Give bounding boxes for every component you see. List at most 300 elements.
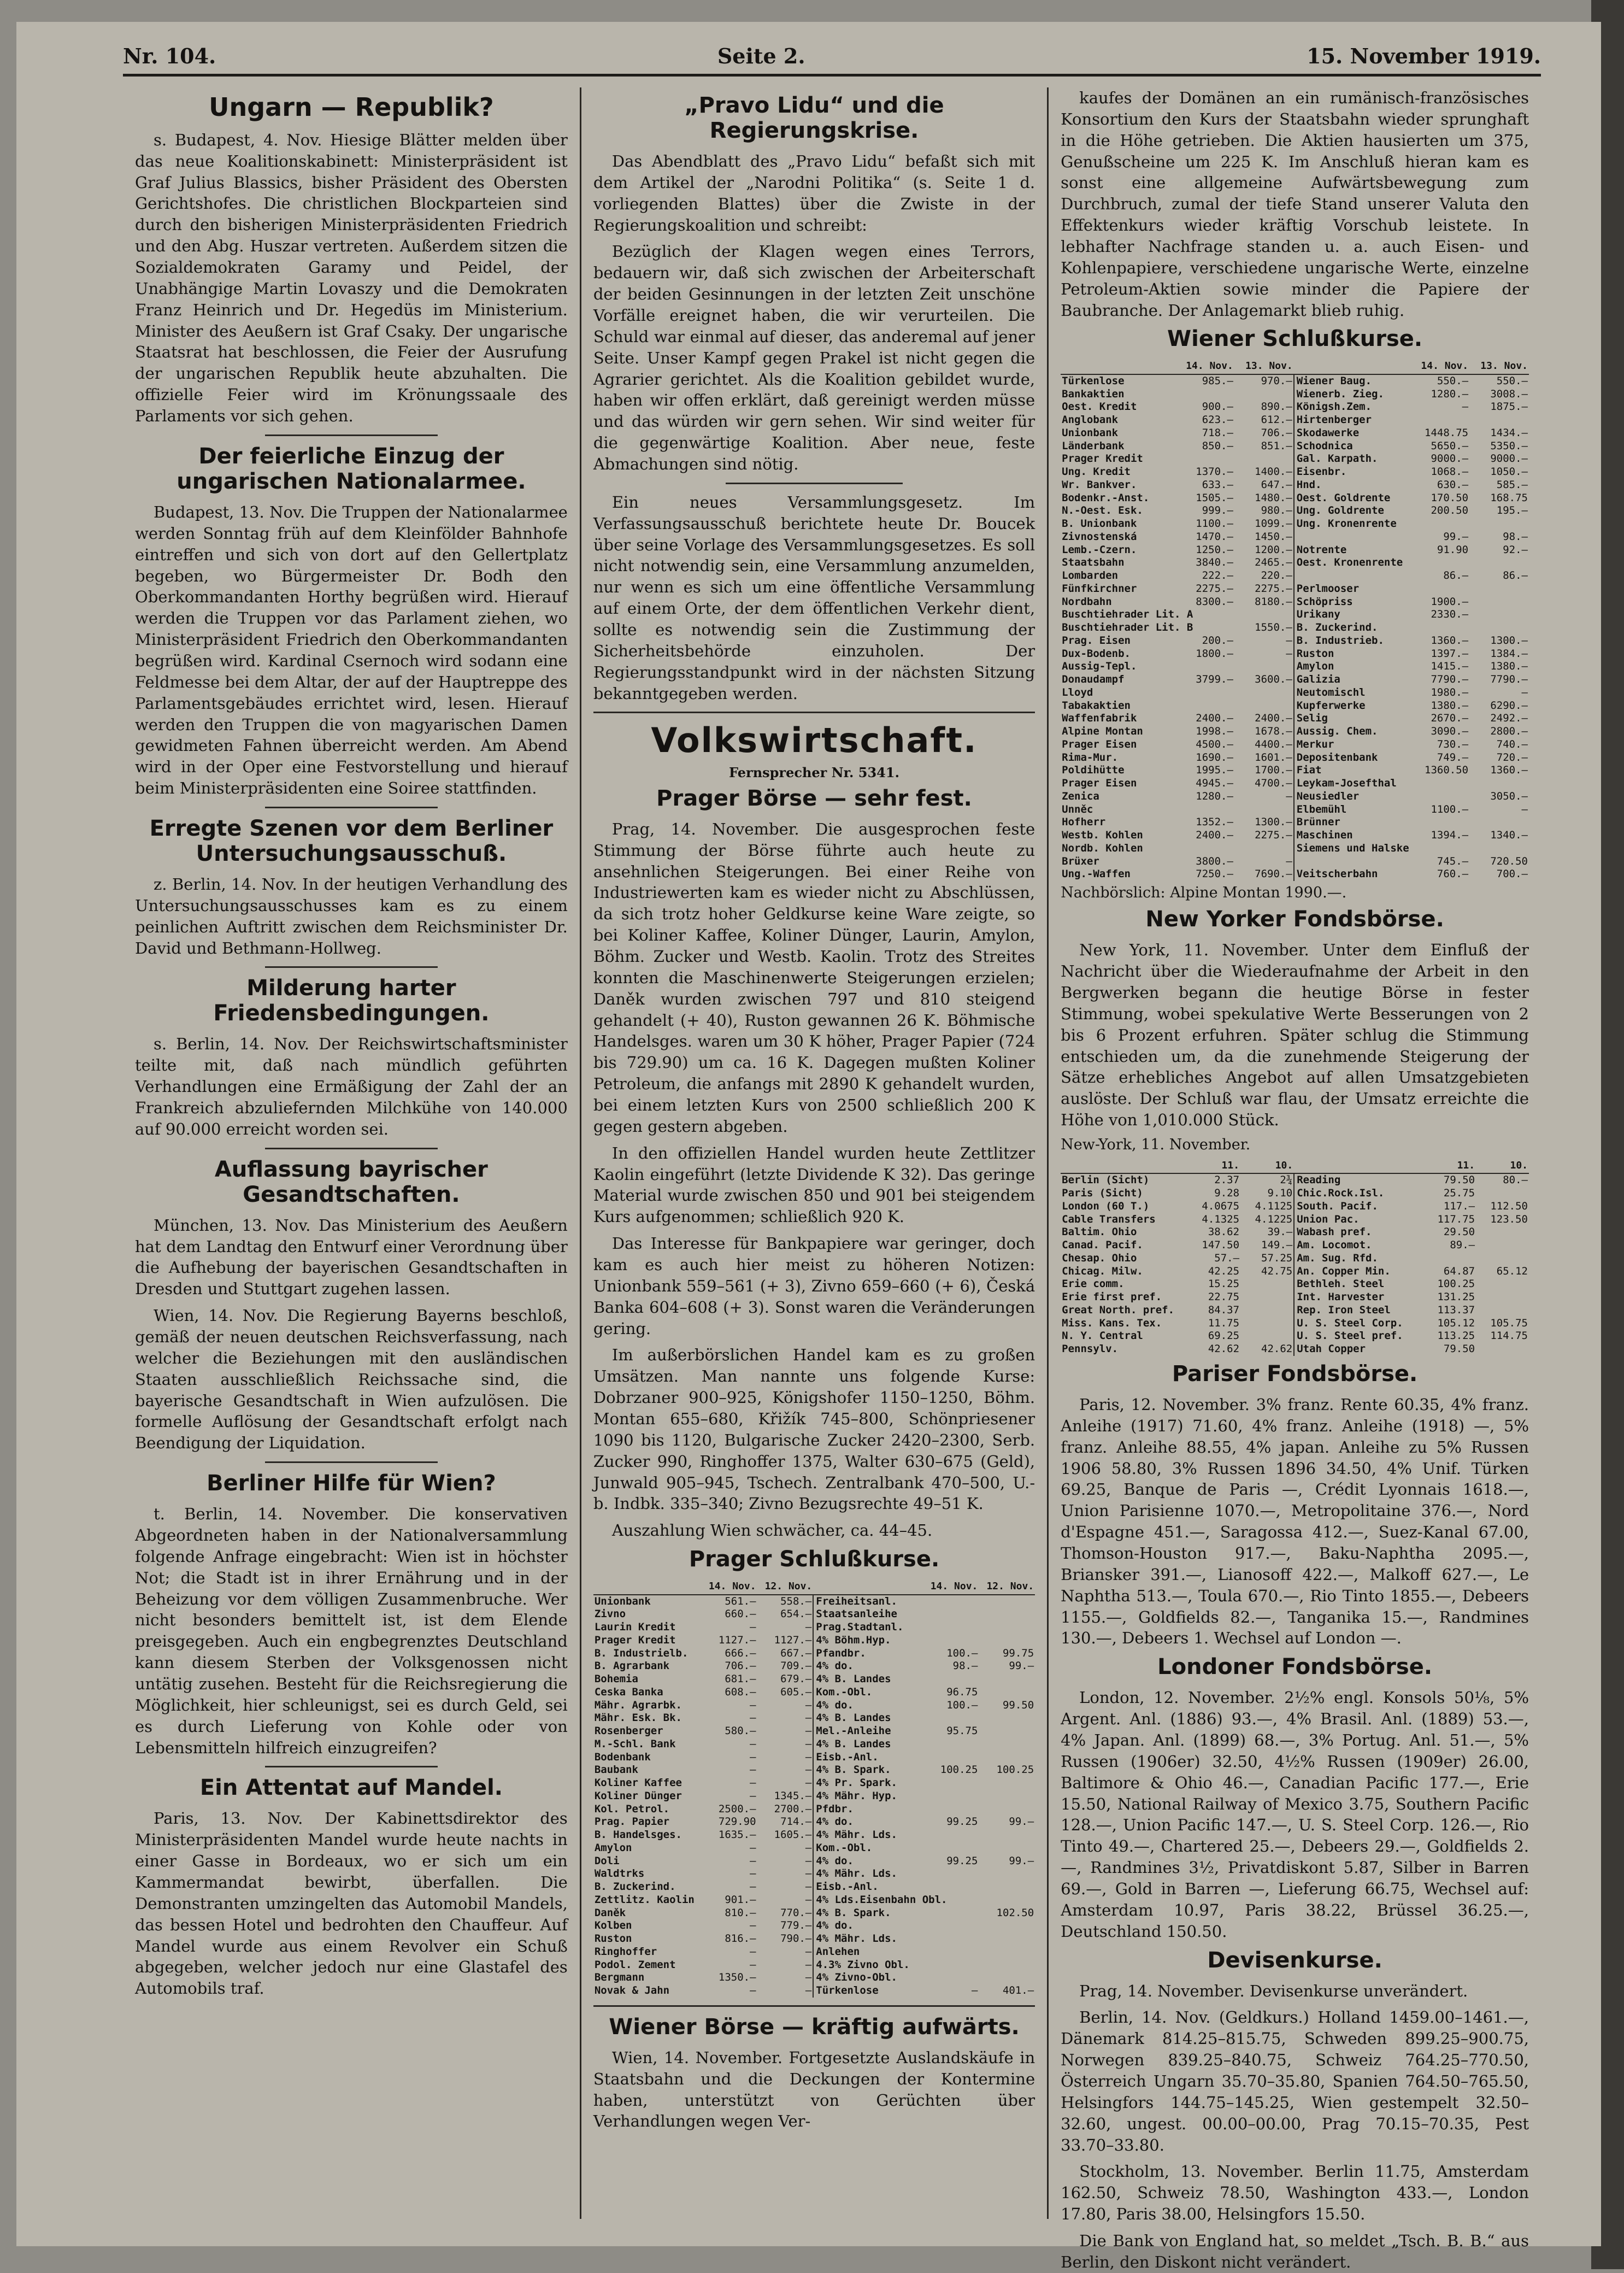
- table-row: [593, 1634, 1035, 1647]
- security-name: Prager Kredit: [594, 1634, 676, 1646]
- security-name: Laurin Kredit: [594, 1621, 676, 1634]
- issue-date: 15. November 1919.: [1307, 44, 1541, 68]
- security-name: Kolben: [594, 1919, 632, 1932]
- quote-value: 99.—: [1009, 1816, 1034, 1828]
- security-name: Bohemia: [594, 1673, 638, 1685]
- quote-value: 660.—: [725, 1608, 756, 1620]
- security-name: U. S. Steel pref.: [1294, 1330, 1423, 1343]
- quote-value: 220.—: [1261, 569, 1292, 582]
- security-name: Hnd.: [1294, 479, 1410, 492]
- quote-value: 2492.—: [1490, 712, 1528, 725]
- divider: [726, 483, 902, 484]
- quote-value: 401.—: [1002, 1984, 1034, 1997]
- quote-value: [1410, 842, 1469, 855]
- security-name: Ruston: [594, 1933, 632, 1945]
- quote-value: 7250.—: [1196, 868, 1233, 880]
- quote-value: 64.87: [1443, 1265, 1475, 1277]
- table-row: [593, 1881, 1035, 1894]
- quote-value: —: [750, 1945, 756, 1958]
- headline-friedensbedingungen: Milderung harter Friedensbedingungen.: [213, 976, 490, 1026]
- security-name: U. S. Steel Corp.: [1294, 1317, 1423, 1330]
- quote-value: 113.25: [1437, 1330, 1475, 1342]
- quote-value: [979, 1738, 1035, 1751]
- quote-value: 100.25: [1437, 1278, 1475, 1290]
- security-name: 4% Mähr. Lds.: [813, 1829, 922, 1842]
- security-name: 4.3% Zivno Obl.: [813, 1959, 922, 1972]
- security-name: B. Unionbank: [1062, 518, 1137, 530]
- table-row: [1061, 518, 1529, 531]
- quote-value: [1476, 1291, 1529, 1304]
- quote-value: [1476, 1226, 1529, 1239]
- security-name: Selig: [1294, 712, 1410, 725]
- quote-value: [979, 1621, 1035, 1634]
- security-name: N. Y. Central: [1062, 1330, 1143, 1342]
- quote-value: 605.—: [780, 1685, 812, 1698]
- quote-value: —: [805, 1777, 812, 1789]
- table-row: [1061, 1343, 1529, 1356]
- section-phone: Fernsprecher Nr. 5341.: [729, 764, 899, 780]
- table-row: [1061, 531, 1529, 544]
- security-name: 4% do.: [813, 1919, 922, 1933]
- quote-value: 1352.—: [1196, 816, 1233, 829]
- quote-value: 57.—: [1214, 1252, 1240, 1264]
- quote-value: 98.—: [1503, 530, 1528, 543]
- table-row: [593, 1725, 1035, 1738]
- quote-value: 1360.—: [1431, 634, 1469, 647]
- column-header: [813, 1579, 922, 1595]
- quote-value: 42.25: [1208, 1265, 1240, 1277]
- quote-value: 1400.—: [1255, 466, 1292, 478]
- security-name: Merkur: [1294, 738, 1410, 751]
- column-header: 12. Nov.: [757, 1579, 814, 1595]
- quote-value: 38.62: [1208, 1226, 1240, 1238]
- headline-paris: Pariser Fondsbörse.: [1172, 1361, 1418, 1387]
- quote-value: [1410, 621, 1469, 635]
- divider: [265, 1148, 438, 1149]
- table-row: [1061, 504, 1529, 518]
- quote-value: [1469, 816, 1529, 829]
- security-name: Pennsylv.: [1062, 1343, 1119, 1355]
- quote-value: [923, 1621, 979, 1634]
- security-name: Donaudampf: [1062, 673, 1125, 686]
- quote-value: 200.—: [1202, 634, 1233, 647]
- quote-value: —: [805, 1854, 812, 1867]
- quote-value: [979, 1919, 1035, 1933]
- article-wiener-boerse-continued: kaufes der Domänen an ein rumänisch-französisches Konsortium den Kurs der Staatsbahn wieder sprunghaft in die Höhe getrieben. Die Aktien hausierten um 375, Genußscheine um 225 K. Im Anschluß hieran kam es sonst eine allgemeine Aufwärtsbewegung zum Durchbruch, zumal der tiefe Stand unserer Valuta den Effektenkurs wieder kräftig Vorschub leistete. In lebhafter Nachfrage standen u. a. auch Eisen- und Kohlenpapiere, verschiedene ungarische Werte, einzelne Petroleum-Aktien sowie minder die Papiere der Baubranche. Der Anlagemarkt blieb ruhig.: [1061, 89, 1529, 320]
- quote-value: 3840.—: [1196, 556, 1233, 569]
- quote-value: [1175, 388, 1234, 401]
- table-row: [1061, 374, 1529, 388]
- security-name: Galizia: [1294, 673, 1410, 686]
- quote-value: 15.25: [1208, 1278, 1240, 1290]
- security-name: Oest. Kronenrente: [1294, 556, 1410, 569]
- security-name: Brüxer: [1062, 855, 1099, 867]
- quote-value: —: [805, 1971, 812, 1984]
- column-header: 14. Nov.: [1175, 359, 1234, 374]
- article-hilfe-wien: t. Berlin, 14. November. Die konservativen Abgeordneten haben in der Nationalversammlung folgende Anfrage eingebracht: Wien ist in höchster Not; die Stadt ist in ihrer Ernährung und in der Beheizung vor dem völligen Zusammenbruche. Wer nicht besonders bemittelt ist, ist dem Elende preisgegeben. Auch ein engbegrenztes Deutschland kann diesem Sterben der Volksgenossen nicht untätig zusehen. Besteht für die Reichsregierung die Möglichkeit, hier schleunigst, sei es durch Geld, sei es durch Lieferung von Kohle oder von Lebensmitteln hilfreich einzugreifen?: [135, 1505, 568, 1757]
- security-name: B. Industrielb.: [594, 1647, 689, 1659]
- column-header: 11.: [1423, 1159, 1476, 1174]
- table-row: [1061, 414, 1529, 427]
- quote-value: 65.12: [1496, 1265, 1528, 1277]
- table-row: [593, 1855, 1035, 1868]
- quote-value: [1469, 608, 1529, 621]
- quote-value: [1410, 816, 1469, 829]
- security-name: M.-Schl. Bank: [594, 1737, 676, 1750]
- quote-value: [1410, 556, 1469, 569]
- quote-value: 3799.—: [1196, 673, 1233, 686]
- table-row: [593, 1933, 1035, 1946]
- quote-value: [1240, 1304, 1294, 1317]
- security-name: Bergmann: [594, 1971, 645, 1984]
- security-name: 4% B. Landes: [813, 1712, 922, 1725]
- security-name: Freiheitsanl.: [813, 1595, 922, 1608]
- security-name: Kupferwerke: [1294, 700, 1410, 713]
- quote-value: 1900.—: [1431, 595, 1469, 608]
- security-name: 4% B. Landes: [813, 1738, 922, 1751]
- quote-value: [1476, 1187, 1529, 1200]
- article-new-york: New York, 11. November. Unter dem Einfluß der Nachricht über die Wiederaufnahme der Arbeit in den Bergwerken begann die heutige Börse in fester Stimmung, wobei spekulative Werte Besserungen von 2 bis 6 Prozent erfuhren. Später schlug die Stimmung entschieden um, da die zunehmende Steigerung der Sätze erhebliches Angebot auf allen Umsatzgebieten auslöste. Der Schluß war flau, der Umsatz erreichte die Höhe von 1,010.000 Stück.: [1061, 941, 1529, 1130]
- issue-number: Nr. 104.: [123, 44, 216, 68]
- headline-einzug: Der feierliche Einzug der ungarischen Nationalarmee.: [176, 443, 526, 494]
- security-name: Perlmooser: [1294, 583, 1410, 596]
- table-header-row: [1061, 1159, 1529, 1174]
- quote-value: 630.—: [1437, 478, 1469, 491]
- table-row: [1061, 1291, 1529, 1304]
- quote-value: [1469, 414, 1529, 427]
- security-name: Anglobank: [1062, 414, 1119, 426]
- quote-value: [1240, 1291, 1294, 1304]
- quote-value: —: [750, 1789, 756, 1802]
- quote-value: [979, 1894, 1035, 1907]
- table-row: [593, 1867, 1035, 1881]
- quote-value: [1175, 803, 1234, 817]
- security-name: Türkenlose: [813, 1984, 922, 1998]
- table-row: [593, 1777, 1035, 1790]
- article-prager-boerse-1: Prag, 14. November. Die ausgesprochen feste Stimmung der Börse führte auch heute zu ansehnlichen Steigerungen. Bei einer Reihe von Industriewerten kam es wieder nicht zu Abschlüssen, da sich trotz hoher Geldkurse keine Ware zeigte, so bei Koliner Kaffee, Koliner Dünger, Laurin, Amylon, Böhm. Zucker und Westb. Kaolin. Trotz des Streites konnten die Maschinenwerte Steigerungen erzielen; Daněk wurden zwischen 797 und 810 steigend gehandelt (+ 40), Ruston gewannen 26 K. Böhmische Handelsges. waren um 30 K höher, Prager Papier (724 bis 729.90) um ca. 16 K. Dagegen mußten Koliner Petroleum, die anfangs mit 2890 K gehandelt wurden, bei einem letzten Kurs von 2500 schließlich 200 K gegen gestern abgeben.: [593, 819, 1035, 1136]
- security-name: Chicag. Milw.: [1062, 1265, 1143, 1277]
- quote-value: [979, 1751, 1035, 1764]
- quote-value: 29.50: [1443, 1226, 1475, 1238]
- table-row: [593, 1686, 1035, 1699]
- security-name: Zivnostenská: [1062, 530, 1137, 543]
- security-name: Ung. Goldrente: [1294, 504, 1410, 518]
- security-name: Nordbahn: [1062, 595, 1112, 608]
- quote-value: 1100.—: [1196, 518, 1233, 530]
- quote-value: —: [805, 1958, 812, 1971]
- security-name: Erie comm.: [1062, 1278, 1125, 1290]
- security-name: Wr. Bankver.: [1062, 478, 1137, 491]
- quote-value: 195.—: [1496, 504, 1528, 517]
- quote-value: 200.50: [1431, 504, 1469, 517]
- quote-value: [1234, 686, 1294, 700]
- security-name: Ung. Kredit: [1062, 466, 1131, 478]
- security-name: Türkenlose: [1062, 374, 1125, 387]
- quote-value: 1370.—: [1196, 466, 1233, 478]
- quote-value: —: [750, 1854, 756, 1867]
- quote-value: 1100.—: [1431, 803, 1469, 815]
- quote-value: [979, 1971, 1035, 1984]
- quote-value: 1550.—: [1255, 621, 1292, 634]
- quote-value: 99.50: [1002, 1699, 1034, 1711]
- quote-value: —: [750, 1984, 756, 1997]
- quote-value: —: [805, 1725, 812, 1737]
- article-pravo-lidu-quote: Bezüglich der Klagen wegen eines Terrors, bedauern wir, daß sich zwischen der Arbeiterschaft der beiden Gesinnungen in der letzten Zeit unschöne Vorfälle ereignet haben, die wir verurteilen. Die Schuld war einmal auf dieser, das anderemal auf jener Seite. Unser Kampf gegen Prakel ist nicht gegen die Agrarier gerichtet. Als die Koalition gebildet wurde, haben wir offen erklärt, daß gereinigt werden müsse und das würden wir gern sehen. Wir sind weiter für die gegenwärtige Koalition. Aber neue, feste Abmachungen sind nötig.: [593, 242, 1035, 474]
- column-header: 13. Nov.: [1469, 359, 1529, 374]
- security-name: Dux-Bodenb.: [1062, 647, 1131, 660]
- quote-value: [1234, 660, 1294, 673]
- quote-value: 1300.—: [1490, 634, 1528, 647]
- security-name: Am. Sug. Rfd.: [1294, 1252, 1423, 1265]
- quote-value: —: [750, 1751, 756, 1763]
- security-name: Aussig-Tepl.: [1062, 660, 1137, 673]
- quote-value: 1995.—: [1196, 764, 1233, 777]
- quote-value: [923, 1867, 979, 1881]
- quote-value: 117.—: [1443, 1200, 1475, 1212]
- quote-value: 69.25: [1208, 1330, 1240, 1342]
- article-paris: Paris, 12. November. 3% franz. Rente 60.35, 4% franz. Anleihe (1917) 71.60, 4% franz. Anleihe (1918) —, 5% franz. Anleihe 88.55, 4% japan. Anleihe zu 5% Russen 1906 58.80, 3% Russen 1896 34.50, 4% Unif. Türken 69.25, Banque de Paris —, Crédit Lyonnais 1618.—, Union Parisienne 1070.—, Metropolitaine 376.—, Nord d'Espagne 451.—, Saragossa 412.—, Suez-Kanal 67.00, Thomson-Houston 917.—, Baku-Naphtha 2095.—, Briansker 391.—, Lianosoff 422.—, Malkoff 627.—, Le Naphtha 513.—, Toula 670.—, Rio Tinto 1855.—, Debeers 1155.—, Goldfields 82.—, Tanganika 15.—, Randmines 130.—, Debeers 1. Wechsel auf London —.: [1061, 1395, 1529, 1648]
- security-name: Elbemühl: [1294, 803, 1410, 817]
- quote-value: 9000.—: [1490, 453, 1528, 465]
- column-header: 12. Nov.: [979, 1579, 1035, 1595]
- quote-value: 4400.—: [1255, 738, 1292, 750]
- quote-value: 1340.—: [1490, 829, 1528, 842]
- security-name: B. Handelsges.: [594, 1829, 682, 1841]
- quote-value: 57.25: [1261, 1252, 1293, 1264]
- table-row: [1061, 686, 1529, 700]
- quote-value: 2275.—: [1255, 829, 1292, 842]
- quote-value: 608.—: [725, 1685, 756, 1698]
- quote-value: [1423, 1252, 1476, 1265]
- security-name: Waldtrks: [594, 1867, 645, 1880]
- security-name: Mähr. Esk. Bk.: [594, 1712, 682, 1724]
- quote-value: 980.—: [1261, 504, 1292, 517]
- security-name: 4% do.: [813, 1660, 922, 1673]
- security-name: Oest. Goldrente: [1294, 492, 1410, 505]
- security-name: Unněc: [1062, 803, 1093, 815]
- table-wiener-schlusskurse: [1061, 359, 1529, 881]
- quote-value: 1450.—: [1255, 530, 1292, 543]
- divider: [265, 1461, 438, 1463]
- quote-value: —: [805, 1621, 812, 1634]
- page-number: Seite 2.: [717, 44, 805, 68]
- quote-value: 1127.—: [774, 1634, 812, 1646]
- quote-value: 131.25: [1437, 1291, 1475, 1303]
- column-1: [123, 87, 580, 2219]
- quote-value: —: [750, 1958, 756, 1971]
- quote-value: —: [750, 1712, 756, 1724]
- security-name: Utah Copper: [1294, 1343, 1423, 1356]
- headline-new-york: New Yorker Fondsbörse.: [1145, 907, 1444, 932]
- security-name: Lloyd: [1062, 686, 1093, 698]
- table-row: [1061, 466, 1529, 479]
- quote-value: 3050.—: [1490, 790, 1528, 802]
- quote-value: [923, 1751, 979, 1764]
- article-wiener-boerse: Wien, 14. November. Fortgesetzte Auslandskäufe in Staatsbahn und die Deckungen der Kontermine haben, unterstützt von Gerüchten über Verhandlungen wegen Ver-: [593, 2048, 1035, 2131]
- security-name: Pfandbr.: [813, 1647, 922, 1660]
- divider: [593, 2005, 1035, 2007]
- quote-value: 1505.—: [1196, 491, 1233, 504]
- quote-value: 2700.—: [774, 1802, 812, 1815]
- column-header: [1061, 1159, 1187, 1174]
- security-name: Ringhoffer: [594, 1945, 657, 1958]
- quote-value: [923, 1777, 979, 1790]
- security-name: Wiener Baug.: [1294, 374, 1410, 388]
- quote-value: 1050.—: [1490, 466, 1528, 478]
- quote-value: 147.50: [1202, 1239, 1240, 1252]
- quote-value: [979, 1803, 1035, 1816]
- quote-value: 810.—: [725, 1906, 756, 1919]
- quote-value: 100.—: [946, 1699, 978, 1711]
- column-header: 11.: [1187, 1159, 1240, 1174]
- security-name: Fünfkirchner: [1062, 582, 1137, 595]
- security-name: Neutomischl: [1294, 686, 1410, 700]
- column-3: [1047, 87, 1541, 2271]
- security-name: 4% do.: [813, 1816, 922, 1829]
- security-name: Siemens und Halske: [1294, 842, 1410, 855]
- security-name: Prager Eisen: [1062, 777, 1137, 790]
- quote-value: 999.—: [1202, 504, 1233, 517]
- security-name: Prag. Eisen: [1062, 634, 1131, 647]
- security-name: Lemb.-Czern.: [1062, 543, 1137, 556]
- security-name: Prag.Stadtanl.: [813, 1621, 922, 1634]
- table-row: [1061, 648, 1529, 661]
- table-row: [1061, 700, 1529, 713]
- table-row: [1061, 777, 1529, 790]
- headline-devisen: Devisenkurse.: [1207, 1947, 1382, 1973]
- security-name: [1294, 531, 1410, 544]
- quote-value: 745.—: [1437, 855, 1469, 867]
- quote-value: [1410, 790, 1469, 803]
- security-name: 4% do.: [813, 1855, 922, 1868]
- table-row: [593, 1971, 1035, 1984]
- security-name: Union Pac.: [1294, 1213, 1423, 1226]
- quote-value: [923, 1881, 979, 1894]
- headline-gesandtschaften: Auflassung bayrischer Gesandtschaften.: [214, 1156, 488, 1207]
- quote-value: 550.—: [1496, 374, 1528, 387]
- security-name: Staatsanleihe: [813, 1608, 922, 1621]
- security-name: Prager Eisen: [1062, 738, 1137, 750]
- article-ungarn: s. Budapest, 4. Nov. Hiesige Blätter melden über das neue Koalitionskabinett: Ministerpräsident ist Graf Julius Blassics, bisher Präsident des Obersten Gerichtshofes. Die christlichen Blockparteien sind durch den bisherigen Ministerpräsidenten Friedrich und den Abg. Huszar vertreten. Außerdem sitzen die Sozialdemokraten Garamy und Peidel, der Unabhängige Martin Lovaszy und die Demokraten Franz Heinrich und Dr. Hegedüs im Ministerium. Minister des Aeußern ist Graf Csaky. Der ungarische Staatsrat hat beschlossen, die Feier der Ausrufung der ungarischen Republik heute abzuhalten. Die offizielle Feier wird im Krönungssaale des Parlaments vor sich gehen.: [135, 130, 568, 426]
- quote-value: 25.75: [1443, 1187, 1475, 1200]
- quote-value: 42.75: [1261, 1265, 1293, 1277]
- quote-value: 720.50: [1490, 855, 1528, 867]
- quote-value: 1700.—: [1255, 764, 1292, 777]
- quote-value: —: [971, 1984, 978, 1997]
- table-row: [1061, 1173, 1529, 1187]
- security-name: Rima-Mur.: [1062, 751, 1119, 763]
- security-name: Kom.-Obl.: [813, 1686, 922, 1699]
- quote-value: —: [750, 1881, 756, 1893]
- quote-value: 2330.—: [1431, 608, 1469, 621]
- quote-value: [923, 1933, 979, 1946]
- quote-value: 6290.—: [1490, 699, 1528, 712]
- quote-value: 86.—: [1503, 569, 1528, 582]
- table-row: [593, 1907, 1035, 1920]
- quote-value: [1175, 686, 1234, 700]
- security-name: Pfdbr.: [813, 1803, 922, 1816]
- article-devisen-prag: Prag, 14. November. Devisenkurse unverändert.: [1079, 1981, 1468, 2000]
- quote-value: 9.28: [1214, 1187, 1240, 1200]
- quote-value: [1476, 1278, 1529, 1291]
- security-name: Zettlitz. Kaolin: [594, 1893, 695, 1906]
- quote-value: —: [805, 1764, 812, 1776]
- security-name: Bodenkr.-Anst.: [1062, 491, 1150, 504]
- quote-value: [1476, 1239, 1529, 1252]
- quote-value: 117.75: [1437, 1213, 1475, 1225]
- quote-value: [979, 1959, 1035, 1972]
- column-header: [1061, 359, 1175, 374]
- quote-value: 8300.—: [1196, 595, 1233, 608]
- divider: [265, 807, 438, 808]
- security-name: B. Industrieb.: [1294, 635, 1410, 648]
- security-name: South. Pacif.: [1294, 1200, 1423, 1213]
- table-row: [1061, 1226, 1529, 1239]
- quote-value: 901.—: [725, 1893, 756, 1906]
- quote-value: 1394.—: [1431, 829, 1469, 842]
- quote-value: [923, 1673, 979, 1686]
- security-name: Doli: [594, 1854, 620, 1867]
- quote-value: 100.25: [996, 1764, 1034, 1776]
- security-name: Mel.-Anleihe: [813, 1725, 922, 1738]
- security-name: An. Copper Min.: [1294, 1265, 1423, 1278]
- security-name: Prag. Papier: [594, 1816, 670, 1828]
- quote-value: 970.—: [1261, 374, 1292, 387]
- security-name: Cable Transfers: [1062, 1213, 1156, 1225]
- quote-value: —: [805, 1867, 812, 1880]
- quote-value: [1469, 621, 1529, 635]
- quote-value: 4500.—: [1196, 738, 1233, 750]
- quote-value: —: [805, 1751, 812, 1763]
- table-row: [1061, 1213, 1529, 1226]
- security-name: Zenica: [1062, 790, 1099, 802]
- quote-value: 4.1225: [1255, 1213, 1293, 1225]
- security-name: Veitscherbahn: [1294, 868, 1410, 881]
- quote-value: [979, 1608, 1035, 1621]
- table-row: [593, 1790, 1035, 1803]
- security-name: 4% Pr. Spark.: [813, 1777, 922, 1790]
- table-row: [1061, 621, 1529, 635]
- quote-value: 2400.—: [1255, 712, 1292, 725]
- security-name: Baubank: [594, 1764, 638, 1776]
- quote-value: [923, 1608, 979, 1621]
- quote-value: [1469, 596, 1529, 609]
- quote-value: 9.10: [1267, 1187, 1293, 1200]
- quote-value: 1250.—: [1196, 543, 1233, 556]
- quote-value: [1469, 518, 1529, 531]
- quote-value: 1875.—: [1490, 401, 1528, 413]
- security-name: [1294, 855, 1410, 868]
- table-row: [1061, 868, 1529, 881]
- quote-value: 1099.—: [1255, 518, 1292, 530]
- quote-value: [979, 1881, 1035, 1894]
- quote-value: [979, 1933, 1035, 1946]
- quote-value: 790.—: [780, 1933, 812, 1945]
- quote-value: —: [1521, 803, 1528, 815]
- table-row: [1061, 1200, 1529, 1213]
- table-row: [1061, 492, 1529, 505]
- quote-value: 2.37: [1214, 1174, 1240, 1187]
- quote-value: —: [1462, 401, 1469, 413]
- security-name: Depositenbank: [1294, 751, 1410, 765]
- security-name: Paris (Sicht): [1062, 1187, 1143, 1200]
- table-row: [1061, 1330, 1529, 1343]
- security-name: Lombarden: [1062, 569, 1119, 582]
- quote-value: [1234, 700, 1294, 713]
- quote-value: 550.—: [1437, 374, 1469, 387]
- quote-value: 99.—: [1009, 1660, 1034, 1672]
- quote-value: 84.37: [1208, 1303, 1240, 1316]
